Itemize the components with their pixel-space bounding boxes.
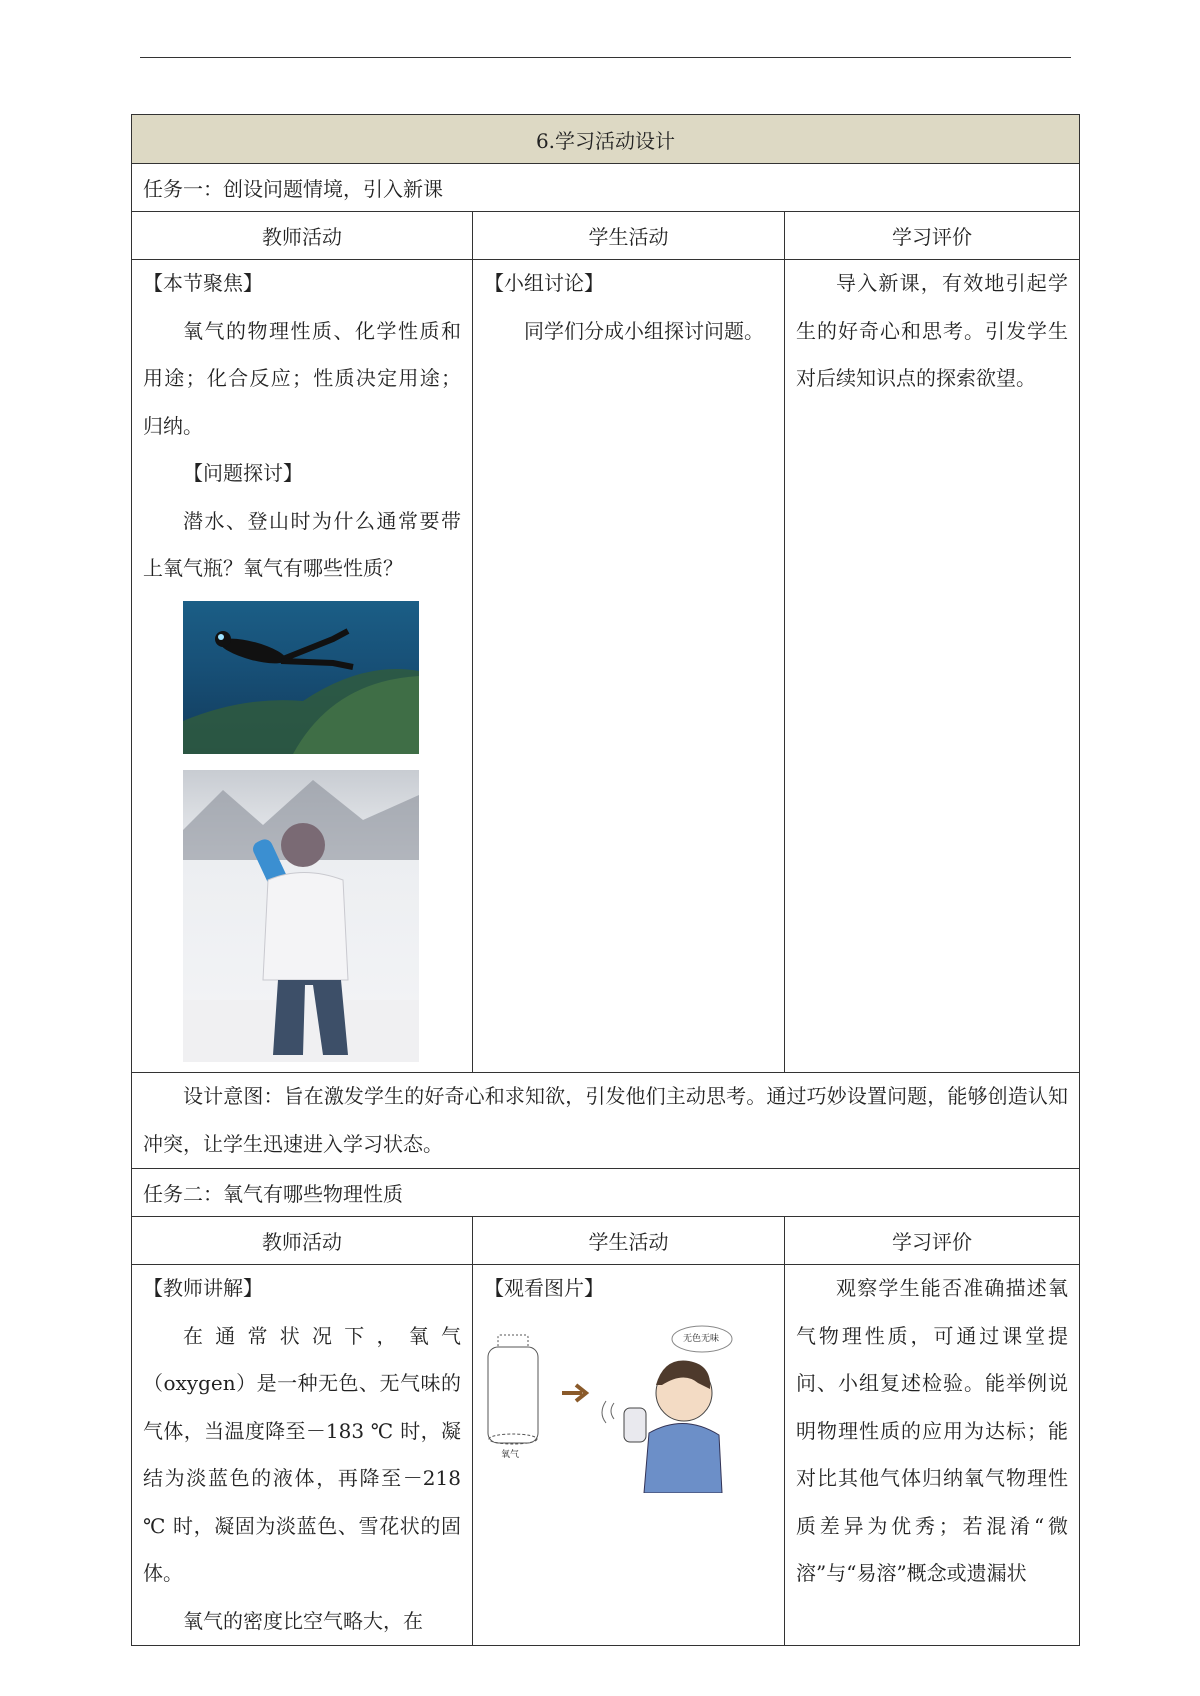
section-title: 6.学习活动设计 xyxy=(132,115,1080,164)
task2-evaluation-cell xyxy=(785,1265,1080,1646)
diver-illustration xyxy=(183,601,419,754)
task1-student-cell xyxy=(473,260,785,1073)
bottle-label: 氧气 xyxy=(501,1449,520,1460)
task1-evaluation-cell xyxy=(785,260,1080,1073)
focus-text: 氧气的物理性质、化学性质和用途；化合反应；性质决定用途；归纳。 xyxy=(143,318,461,438)
task2-teacher-cell xyxy=(132,1265,473,1646)
task2-evaluation-text: 观察学生能否准确描述氧气物理性质，可通过课堂提问、小组复述检验。能举例说明物理性质的应用为达标；能对比其他气体归纳氧气物理性质差异为优秀；若混淆“微溶”与“易溶”概念或遗漏状 xyxy=(796,1276,1068,1585)
task2-col-teacher: 教师活动 xyxy=(132,1217,473,1265)
task2-col-student: 学生活动 xyxy=(473,1217,785,1265)
teacher-explain-p1: 在通常状况下，氧气（oxygen）是一种无色、无气味的气体，当温度降至－183 ℃ 时，凝结为淡蓝色的液体，再降至－218 ℃ 时，凝固为淡蓝色、雪花状的固体。 xyxy=(143,1323,461,1585)
focus-label: 【本节聚焦】 xyxy=(143,271,263,295)
task1-col-student: 学生活动 xyxy=(473,212,785,260)
task1-col-evaluation: 学习评价 xyxy=(785,212,1080,260)
oxygen-scene xyxy=(484,1323,744,1493)
group-discussion-label: 【小组讨论】 xyxy=(484,271,604,295)
diver-photo xyxy=(183,601,419,754)
task1-evaluation-text: 导入新课，有效地引起学生的好奇心和思考。引发学生对后续知识点的探索欲望。 xyxy=(796,271,1068,390)
activity-design-table xyxy=(131,114,1080,1646)
task2-col-evaluation: 学习评价 xyxy=(785,1217,1080,1265)
oxygen-smell-illustration xyxy=(484,1323,744,1493)
header-rule xyxy=(140,57,1071,58)
task2-title: 任务二：氧气有哪些物理性质 xyxy=(132,1169,1080,1217)
question-text: 潜水、登山时为什么通常要带上氧气瓶？氧气有哪些性质？ xyxy=(143,508,461,580)
task1-col-teacher: 教师活动 xyxy=(132,212,473,260)
group-discussion-text: 同学们分成小组探讨问题。 xyxy=(524,318,764,343)
bubble-text: 无色无味 xyxy=(683,1333,720,1344)
view-picture-label: 【观看图片】 xyxy=(484,1276,604,1300)
task1-teacher-cell xyxy=(132,260,473,1073)
task2-student-cell xyxy=(473,1265,785,1646)
teacher-explain-p2: 氧气的密度比空气略大，在 xyxy=(183,1608,423,1633)
teacher-explain-label: 【教师讲解】 xyxy=(143,1276,263,1300)
design-intent-text: 设计意图：旨在激发学生的好奇心和求知欲，引发他们主动思考。通过巧妙设置问题，能够创造认知冲突，让学生迅速进入学习状态。 xyxy=(143,1084,1068,1156)
question-label: 【问题探讨】 xyxy=(183,461,303,485)
design-intent-cell xyxy=(132,1073,1080,1169)
task1-title: 任务一：创设问题情境，引入新课 xyxy=(132,164,1080,212)
climber-photo xyxy=(183,770,419,1062)
climber-illustration xyxy=(183,770,419,1062)
